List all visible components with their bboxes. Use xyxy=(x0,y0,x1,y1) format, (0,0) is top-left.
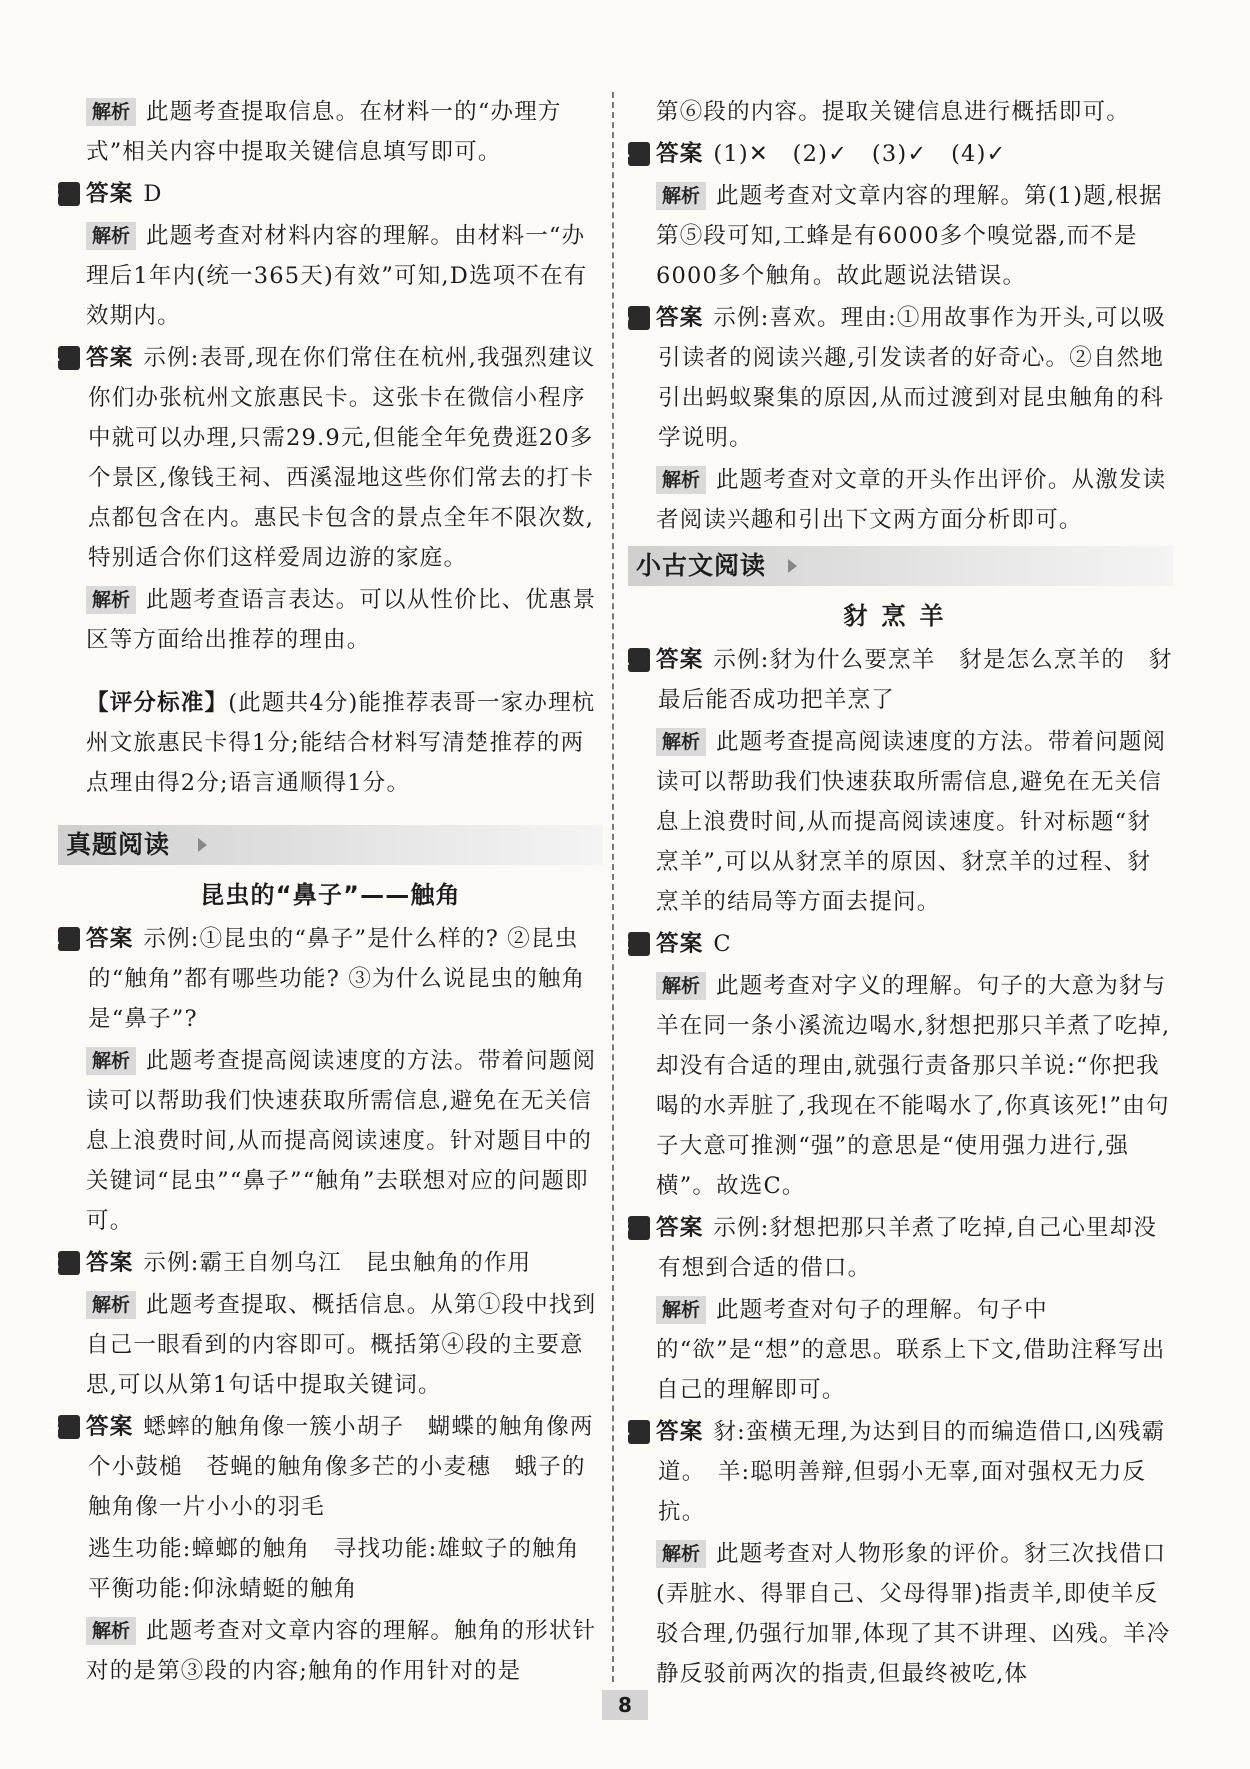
answer-extra: 逃生功能:蟑螂的触角 寻找功能:雄蚊子的触角 平衡功能:仰泳蜻蜓的触角 xyxy=(88,1536,604,1602)
analysis-block xyxy=(628,460,1173,540)
continued-text: 第⑥段的内容。提取关键信息进行概括即可。 xyxy=(656,99,1131,125)
answer-label: 答案 xyxy=(86,345,134,371)
page-number: 8 xyxy=(602,1690,648,1720)
analysis-text: 此题考查提高阅读速度的方法。带着问题阅读可以帮助我们快速获取所需信息,避免在无关信息上浪费时间,从而提高阅读速度。针对题目中的关键词“昆虫”“鼻子”“触角”去联想对应的问题即可。 xyxy=(86,1048,597,1234)
question-number-badge: 4 xyxy=(628,142,650,166)
analysis-block xyxy=(628,722,1173,922)
answer-item-1 xyxy=(48,919,603,1039)
answer-label: 答案 xyxy=(656,931,704,957)
answer-text: 蟋蟀的触角像一簇小胡子 蝴蝶的触角像两个小鼓槌 苍蝇的触角像多芒的小麦穗 蛾子的触角像一片小小的羽毛 xyxy=(88,1414,594,1520)
analysis-block xyxy=(58,92,603,172)
analysis-block xyxy=(628,176,1173,296)
answer-label: 答案 xyxy=(656,141,704,167)
answer-label: 答案 xyxy=(86,926,134,952)
analysis-text: 此题考查语言表达。可以从性价比、优惠景区等方面给出推荐的理由。 xyxy=(86,587,597,653)
analysis-tag: 解析 xyxy=(86,586,136,614)
answer-text: D xyxy=(143,181,163,207)
answer-item-5 xyxy=(618,298,1173,458)
analysis-tag: 解析 xyxy=(656,182,706,210)
section-title: 真题阅读 xyxy=(66,830,171,859)
answer-label: 答案 xyxy=(86,1250,134,1276)
question-number-badge: 1 xyxy=(58,927,80,951)
question-number-badge: 1 xyxy=(628,648,650,672)
section-header-zhenti xyxy=(58,825,603,865)
analysis-tag: 解析 xyxy=(86,98,136,126)
answer-item-4 xyxy=(618,134,1173,174)
analysis-block xyxy=(628,966,1173,1206)
analysis-tag: 解析 xyxy=(86,1047,136,1075)
answer-label: 答案 xyxy=(86,181,134,207)
article-title: 昆虫的“鼻子”——触角 xyxy=(200,881,461,909)
answer-item-3 xyxy=(48,174,603,214)
section-title: 小古文阅读 xyxy=(636,551,767,580)
analysis-tag: 解析 xyxy=(86,1617,136,1645)
arrow-icon xyxy=(198,838,207,852)
answer-label: 答案 xyxy=(86,1414,134,1440)
analysis-tag: 解析 xyxy=(86,222,136,250)
analysis-tag: 解析 xyxy=(656,1296,706,1324)
question-number-badge: 2 xyxy=(58,1251,80,1275)
answer-item-1 xyxy=(618,640,1173,720)
right-column xyxy=(618,92,1173,1696)
answer-text: C xyxy=(713,931,732,957)
analysis-block xyxy=(58,1041,603,1241)
answer-item-2 xyxy=(48,1243,603,1283)
answer-text: 示例:①昆虫的“鼻子”是什么样的? ②昆虫的“触角”都有哪些功能? ③为什么说昆虫的触角是“鼻子”? xyxy=(88,926,586,1032)
question-number-badge: 4 xyxy=(628,1420,650,1444)
left-column xyxy=(48,92,604,1693)
answer-item-4 xyxy=(48,338,603,578)
analysis-tag: 解析 xyxy=(656,728,706,756)
analysis-block xyxy=(58,580,603,660)
analysis-text: 此题考查对文章内容的理解。第(1)题,根据第⑤段可知,工蜂是有6000多个嗅觉器,而不是6000多个触角。故此题说法错误。 xyxy=(656,183,1163,289)
article-title: 豺烹羊 xyxy=(843,602,958,630)
analysis-tag: 解析 xyxy=(656,1540,706,1568)
analysis-tag: 解析 xyxy=(86,1291,136,1319)
analysis-block xyxy=(58,1285,603,1405)
answer-item-4 xyxy=(618,1412,1173,1532)
column-divider xyxy=(612,92,614,1682)
question-number-badge: 3 xyxy=(58,1415,80,1439)
analysis-text: 此题考查对字义的理解。句子的大意为豺与羊在同一条小溪流边喝水,豺想把那只羊煮了吃掉,却没有合适的理由,就强行责备那只羊说:“你把我喝的水弄脏了,我现在不能喝水了,你真该死!”由句子大意可推测“强”的意思是“使用强力进行,强横”。故选C。 xyxy=(656,973,1171,1199)
answer-label: 答案 xyxy=(656,1215,704,1241)
answer-label: 答案 xyxy=(656,647,704,673)
analysis-text: 此题考查对文章的开头作出评价。从激发读者阅读兴趣和引出下文两方面分析即可。 xyxy=(656,467,1167,533)
question-number-badge: 5 xyxy=(628,306,650,330)
analysis-tag: 解析 xyxy=(656,972,706,1000)
answer-text: 示例:表哥,现在你们常住在杭州,我强烈建议你们办张杭州文旅惠民卡。这张卡在微信小程序中就可以办理,只需29.9元,但能全年免费逛20多个景区,像钱王祠、西溪湿地这些你们常去的打卡点都包含在内。惠民卡包含的景点全年不限次数,特别适合你们这样爱周边游的家庭。 xyxy=(88,345,596,571)
answer-text: (1)✕ (2)✓ (3)✓ (4)✓ xyxy=(713,141,1007,167)
scoring-criteria xyxy=(58,683,603,803)
answer-item-3b xyxy=(48,1407,603,1527)
analysis-text: 此题考查对句子的理解。句子中的“欲”是“想”的意思。联系上下文,借助注释写出自己的理解即可。 xyxy=(656,1297,1166,1403)
analysis-text: 此题考查对文章内容的理解。触角的形状针对的是第③段的内容;触角的作用针对的是 xyxy=(86,1618,597,1684)
analysis-text: 此题考查对材料内容的理解。由材料一“办理后1年内(统一365天)有效”可知,D选项不在有效期内。 xyxy=(86,223,588,329)
criteria-text: (此题共4分)能推荐表哥一家办理杭州文旅惠民卡得1分;能结合材料写清楚推荐的两点理由得2分;语言通顺得1分。 xyxy=(86,689,596,796)
answer-text: 示例:豺为什么要烹羊 豺是怎么烹羊的 豺最后能否成功把羊烹了 xyxy=(658,647,1173,713)
arrow-icon xyxy=(788,559,797,573)
question-number-badge: 2 xyxy=(628,932,650,956)
answer-item-3 xyxy=(618,1208,1173,1288)
answer-text: 豺:蛮横无理,为达到目的而编造借口,凶残霸道。 羊:聪明善辩,但弱小无辜,面对强权无力反抗。 xyxy=(658,1419,1166,1525)
question-number-badge: 3 xyxy=(628,1216,650,1240)
answer-text: 示例:霸王自刎乌江 昆虫触角的作用 xyxy=(143,1250,532,1276)
analysis-block xyxy=(58,216,603,336)
analysis-text: 此题考查提高阅读速度的方法。带着问题阅读可以帮助我们快速获取所需信息,避免在无关信息上浪费时间,从而提高阅读速度。针对标题“豺烹羊”,可以从豺烹羊的原因、豺烹羊的过程、豺烹羊的结局等方面去提问。 xyxy=(656,729,1167,915)
criteria-tag: 【评分标准】 xyxy=(86,689,229,716)
analysis-text: 此题考查提取、概括信息。从第①段中找到自己一眼看到的内容即可。概括第④段的主要意思,可以从第1句话中提取关键词。 xyxy=(86,1292,597,1398)
analysis-block xyxy=(628,1290,1173,1410)
analysis-text: 此题考查提取信息。在材料一的“办理方式”相关内容中提取关键信息填写即可。 xyxy=(86,99,562,165)
section-header-xiaoguwen xyxy=(628,546,1173,586)
answer-label: 答案 xyxy=(656,305,704,331)
analysis-text: 此题考查对人物形象的评价。豺三次找借口(弄脏水、得罪自己、父母得罪)指责羊,即使羊反驳合理,仍强行加罪,体现了其不讲理、凶残。羊冷静反驳前两次的指责,但最终被吃,体 xyxy=(656,1541,1171,1687)
analysis-tag: 解析 xyxy=(656,466,706,494)
analysis-block xyxy=(628,1534,1173,1694)
answer-label: 答案 xyxy=(656,1419,704,1445)
answer-text: 示例:豺想把那只羊煮了吃掉,自己心里却没有想到合适的借口。 xyxy=(658,1215,1158,1281)
answer-item-2 xyxy=(618,924,1173,964)
question-number-badge: 4 xyxy=(58,346,80,370)
analysis-block xyxy=(58,1611,603,1691)
question-number-badge: 3 xyxy=(58,182,80,206)
answer-text: 示例:喜欢。理由:①用故事作为开头,可以吸引读者的阅读兴趣,引发读者的好奇心。②自然地引出蚂蚁聚集的原因,从而过渡到对昆虫触角的科学说明。 xyxy=(658,305,1166,451)
